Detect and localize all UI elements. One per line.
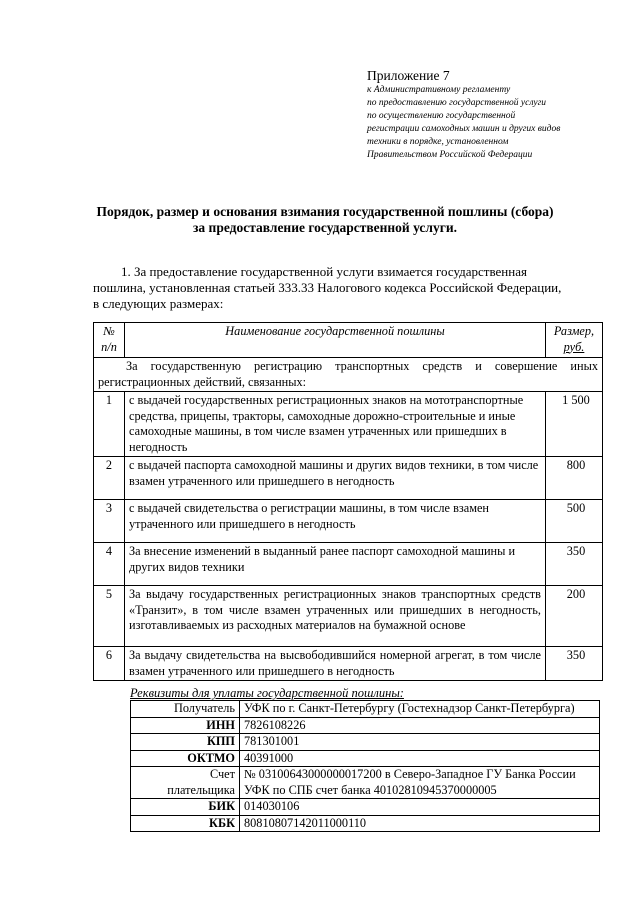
intro-line: 1. За предоставление государственной услуги взимается государственная [121,264,527,279]
req-label: Получатель [131,701,240,718]
header-name: Наименование государственной пошлины [125,323,546,358]
req-label: КБК [131,815,240,832]
row-amount: 350 [546,543,603,586]
row-name: За выдачу свидетельства на высвободившийся номерной агрегат, в том числе взамен утраченного или пришедшего в негодность [125,647,546,681]
appendix-line: по осуществлению государственной [367,111,516,121]
req-label: Счет плательщика [131,767,240,799]
table-row [131,717,600,734]
row-amount: 200 [546,586,603,647]
appendix-line: регистрации самоходных машин и других видов [367,124,561,134]
heading-line: за предоставление государственной услуги. [192,220,457,235]
row-num: 5 [94,586,125,647]
row-num: 4 [94,543,125,586]
group-intro-row [94,358,603,392]
appendix-title: Приложение 7 [367,68,450,83]
req-label: БИК [131,799,240,816]
fees-table [93,322,603,681]
req-label: КПП [131,734,240,751]
appendix-line: к Административному регламенту [367,85,511,95]
row-num: 3 [94,500,125,543]
row-name: с выдачей свидетельства о регистрации машины, в том числе взамен утраченного или пришедшего в негодность [125,500,546,543]
row-name: с выдачей паспорта самоходной машины и других видов техники, в том числе взамен утраченного или пришедшего в негодность [125,457,546,500]
req-label: ОКТМО [131,750,240,767]
row-amount: 500 [546,500,603,543]
requisites-title: Реквизиты для уплаты государственной пошлины: [130,686,404,700]
row-amount: 1 500 [546,392,603,457]
table-row [131,701,600,718]
table-row [131,767,600,799]
row-name: За выдачу государственных регистрационных знаков транспортных средств «Транзит», в том числе взамен утраченных или пришедших в негодность, изготавливаемых из расходных материалов на бумажной основе [125,586,546,647]
document-heading [90,204,560,236]
row-name: За внесение изменений в выданный ранее паспорт самоходной машины и других видов техники [125,543,546,586]
header-size: Размер, руб. [546,323,603,358]
req-value: УФК по г. Санкт-Петербургу (Гостехнадзор Санкт-Петербурга) [240,701,600,718]
req-label: ИНН [131,717,240,734]
row-amount: 350 [546,647,603,681]
appendix-line: по предоставлению государственной услуги [367,98,547,108]
fees-header-row [94,323,603,358]
table-row [131,799,600,816]
req-value: 014030106 [240,799,600,816]
appendix-line: техники в порядке, установленном [367,137,509,147]
row-num: 1 [94,392,125,457]
group-intro: За государственную регистрацию транспортных средств и совершение иных регистрационных действий, связанных: [94,358,603,392]
req-value: № 03100643000000017200 в Северо-Западное ГУ Банка России УФК по СПБ счет банка 40102810945370000005 [240,767,600,799]
table-row [94,586,603,647]
table-row [94,457,603,500]
row-amount: 800 [546,457,603,500]
table-row [131,750,600,767]
row-name: с выдачей государственных регистрационных знаков на мототранспортные средства, прицепы, тракторы, самоходные дорожно-строительные и иные самоходные машины, в том числе взамен утраченных или пришедших в негодность [125,392,546,457]
req-value: 40391000 [240,750,600,767]
table-row [94,647,603,681]
table-row [131,815,600,832]
appendix-block [367,68,617,162]
table-row [131,734,600,751]
table-row [94,500,603,543]
req-value: 781301001 [240,734,600,751]
table-row [94,543,603,586]
intro-line: в следующих размерах: [93,296,224,311]
intro-paragraph [93,264,603,312]
heading-line: Порядок, размер и основания взимания государственной пошлины (сбора) [96,204,554,219]
table-row [94,392,603,457]
header-num: № п/п [94,323,125,358]
intro-line: пошлина, установленная статьей 333.33 Налогового кодекса Российской Федерации, [93,280,562,295]
req-value: 7826108226 [240,717,600,734]
row-num: 6 [94,647,125,681]
requisites-table [130,700,600,832]
appendix-line: Правительством Российской Федерации [367,150,533,160]
req-value: 80810807142011000110 [240,815,600,832]
row-num: 2 [94,457,125,500]
